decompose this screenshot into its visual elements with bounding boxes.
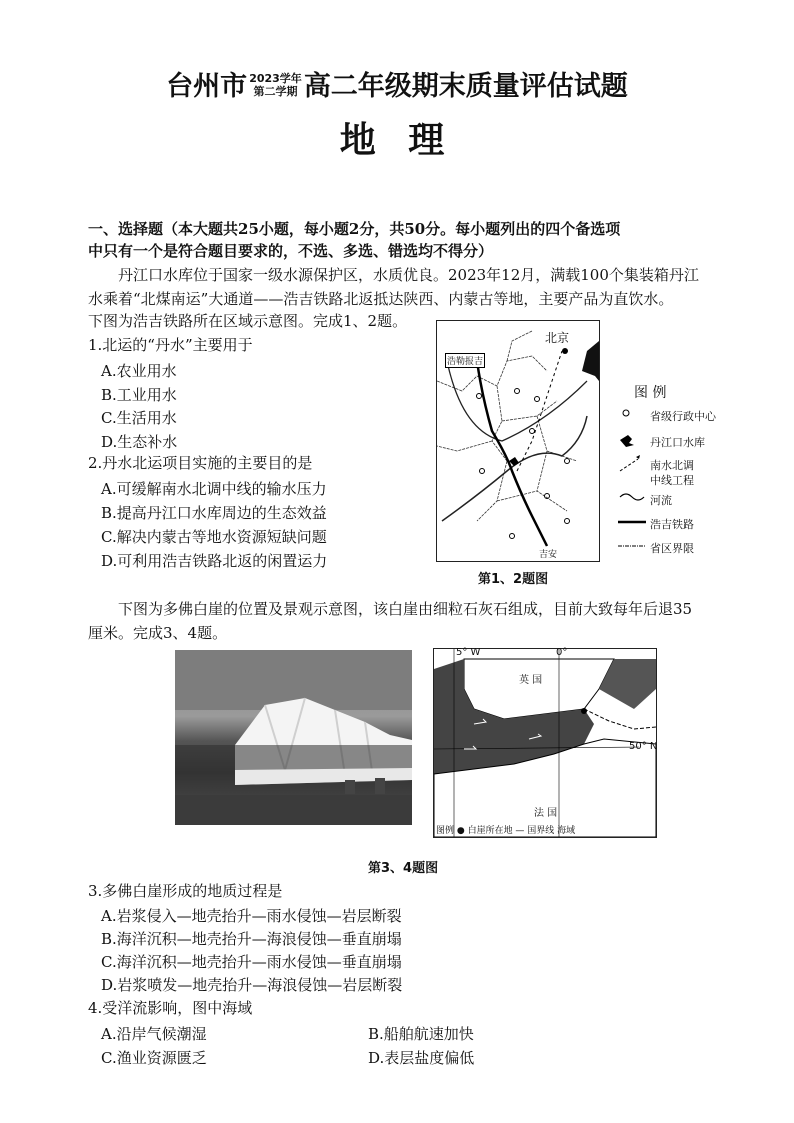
passage1-line2: 水乘着“北煤南运”大通道——浩吉铁路北返抵达陕西、内蒙古等地，主要产品为直饮水。 <box>88 290 674 308</box>
map-label-beijing: 北京 <box>545 331 570 345</box>
q4-option-b: B.船舶航速加快 <box>368 1025 474 1043</box>
haoji-railway-map <box>436 320 600 562</box>
white-cliffs-photo <box>175 650 412 825</box>
q3-option-a: A.岩浆侵入—地壳抬升—雨水侵蚀—岩层断裂 <box>101 907 402 925</box>
q1-option-c: C.生活用水 <box>101 409 177 427</box>
q4-option-d: D.表层盐度偏低 <box>368 1049 475 1067</box>
legend-diversion: 南水北调 <box>650 459 694 472</box>
dover-location-map <box>433 648 657 838</box>
q2-stem: 2.丹水北运项目实施的主要目的是 <box>88 454 313 472</box>
q2-option-d: D.可利用浩吉铁路北返的闲置运力 <box>101 552 328 570</box>
diversion-symbol-icon <box>620 459 638 471</box>
q3-stem: 3.多佛白崖形成的地质过程是 <box>88 882 283 900</box>
q3-option-b: B.海洋沉积—地壳抬升—海浪侵蚀—垂直崩塌 <box>101 930 402 948</box>
q4-option-a: A.沿岸气候潮湿 <box>101 1025 207 1043</box>
q2-option-b: B.提高丹江口水库周边的生态效益 <box>101 504 327 522</box>
legend-symbols <box>618 405 646 555</box>
q4-option-c: C.渔业资源匮乏 <box>101 1049 207 1067</box>
q1-option-a: A.农业用水 <box>101 362 177 380</box>
reservoir-symbol-icon <box>620 435 634 447</box>
passage1-line3: 下图为浩吉铁路所在区域示意图。完成1、2题。 <box>88 312 408 330</box>
section-heading-2: 中只有一个是符合题目要求的，不选、多选、错选均不得分） <box>88 242 494 260</box>
q2-option-c: C.解决内蒙古等地水资源短缺问题 <box>101 528 327 546</box>
term-stack <box>249 72 302 98</box>
q1-option-b: B.工业用水 <box>101 386 177 404</box>
legend-reservoir: 丹江口水库 <box>650 436 705 449</box>
map-label-france: 法 国 <box>534 808 558 819</box>
river-symbol-icon <box>620 494 644 500</box>
passage2-line1: 下图为多佛白崖的位置及景观示意图，该白崖由细粒石灰石组成，目前大致每年后退35 <box>118 600 693 618</box>
semester: 第二学期 <box>253 84 298 98</box>
legend-diversion-2: 中线工程 <box>650 474 694 487</box>
capital-symbol-icon <box>623 410 629 416</box>
legend-capital: 省级行政中心 <box>650 410 716 423</box>
figure-caption-2: 第3、4题图 <box>368 861 439 876</box>
legend-railway: 浩吉铁路 <box>650 518 694 531</box>
map-lon-5w: 5° W <box>456 647 481 658</box>
exam-title-line <box>0 64 794 103</box>
legend-border: 省区界限 <box>650 542 694 555</box>
exam-title: 高二年级期末质量评估试题 <box>303 71 628 102</box>
map-lon-0: 0° <box>556 647 568 658</box>
map-label-uk: 英 国 <box>519 675 543 686</box>
legend-title: 图 例 <box>634 385 667 401</box>
passage2-line2: 厘米。完成3、4题。 <box>88 624 228 642</box>
map-label-jian: 吉安 <box>539 550 558 560</box>
map-lat-50n: 50° N <box>629 741 658 752</box>
q3-option-c: C.海洋沉积—地壳抬升—雨水侵蚀—垂直崩塌 <box>101 953 402 971</box>
legend-river: 河流 <box>650 494 672 507</box>
q2-option-a: A.可缓解南水北调中线的输水压力 <box>101 480 327 498</box>
q3-option-d: D.岩浆喷发—地壳抬升—海浪侵蚀—岩层断裂 <box>101 976 403 994</box>
subject-title: 地 理 <box>339 120 455 161</box>
q1-stem: 1.北运的“丹水”主要用于 <box>88 336 253 354</box>
q1-option-d: D.生态补水 <box>101 433 178 451</box>
map2-legend: 图例 ● 白崖所在地 — 国界线 海域 <box>436 826 576 836</box>
section-heading: 一、选择题（本大题共25小题，每小题2分，共50分。每小题列出的四个备选项 <box>88 220 621 238</box>
city-name: 台州市 <box>166 71 248 102</box>
passage1-line1: 丹江口水库位于国家一级水源保护区，水质优良。2023年12月，满载100个集装箱丹江 <box>118 266 699 284</box>
school-year: 2023学年 <box>249 71 302 85</box>
figure-caption-1: 第1、2题图 <box>478 572 549 587</box>
q4-stem: 4.受洋流影响，图中海域 <box>88 999 253 1017</box>
map-label-haolebaoji: 浩勒报吉 <box>445 353 485 368</box>
